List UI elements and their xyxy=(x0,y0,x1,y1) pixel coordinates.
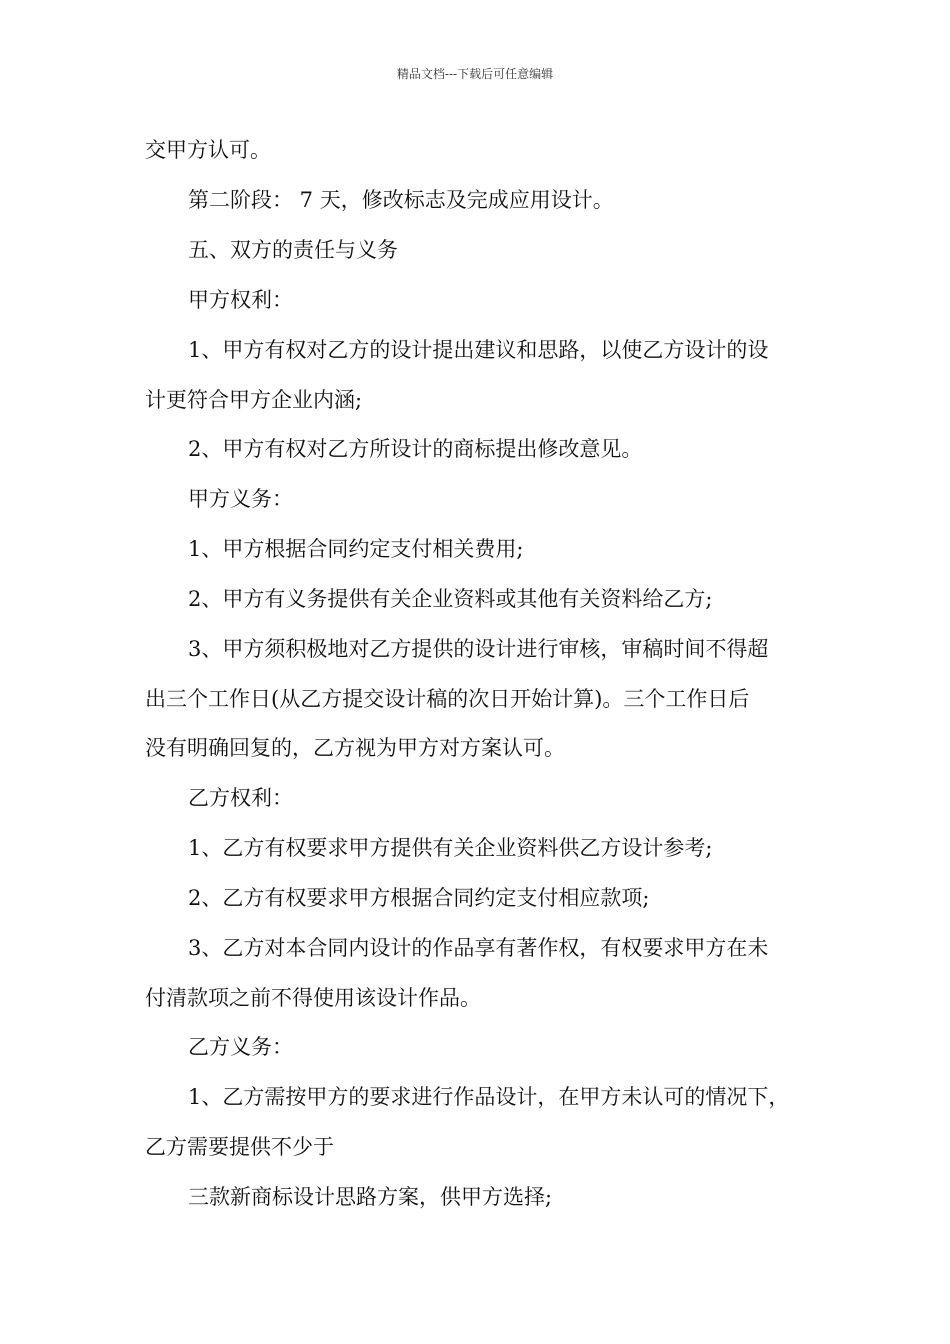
text-line-1: 交甲方认可。 xyxy=(145,138,271,162)
subheading-party-b-obligations: 乙方义务： xyxy=(188,1035,293,1059)
subheading-party-a-obligations: 甲方义务： xyxy=(188,487,293,511)
text-line-13: 没有明确回复的，乙方视为甲方对方案认可。 xyxy=(145,736,565,760)
text-line-22: 三款新商标设计思路方案，供甲方选择; xyxy=(188,1185,553,1209)
text-line-20: 1、乙方需按甲方的要求进行作品设计，在甲方未认可的情况下， xyxy=(188,1085,790,1109)
text-line-6: 计更符合甲方企业内涵; xyxy=(145,388,363,412)
text-line-11: 3、甲方须积极地对乙方提供的设计进行审核，审稿时间不得超 xyxy=(188,637,769,661)
text-line-12: 出三个工作日(从乙方提交设计稿的次日开始计算)。三个工作日后 xyxy=(145,687,750,711)
text-line-18: 付清款项之前不得使用该设计作品。 xyxy=(145,986,481,1010)
subheading-party-b-rights: 乙方权利： xyxy=(188,786,293,810)
text-line-7: 2、甲方有权对乙方所设计的商标提出修改意见。 xyxy=(188,437,643,461)
subheading-party-a-rights: 甲方权利： xyxy=(188,288,293,312)
text-line-21: 乙方需要提供不少于 xyxy=(145,1135,334,1159)
text-line-2: 第二阶段： 7 天，修改标志及完成应用设计。 xyxy=(188,188,614,212)
text-line-10: 2、甲方有义务提供有关企业资料或其他有关资料给乙方; xyxy=(188,587,713,611)
text-line-5: 1、甲方有权对乙方的设计提出建议和思路，以使乙方设计的设 xyxy=(188,338,769,362)
page-header: 精品文档---下载后可任意编辑 xyxy=(396,67,554,81)
text-line-9: 1、甲方根据合同约定支付相关费用; xyxy=(188,537,524,561)
text-line-15: 1、乙方有权要求甲方提供有关企业资料供乙方设计参考; xyxy=(188,836,713,860)
text-line-17: 3、乙方对本合同内设计的作品享有著作权，有权要求甲方在未 xyxy=(188,936,769,960)
text-line-16: 2、乙方有权要求甲方根据合同约定支付相应款项; xyxy=(188,886,650,910)
section-heading: 五、双方的责任与义务 xyxy=(188,238,398,262)
